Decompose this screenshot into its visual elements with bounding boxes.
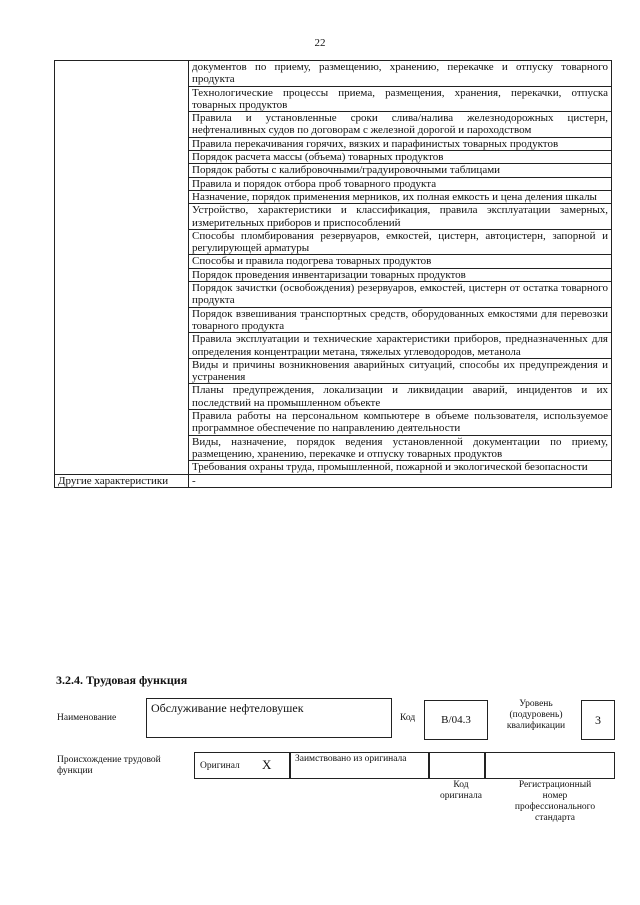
reg-number-caption: Регистрационный номер профессионального стандарта	[514, 780, 596, 823]
borrowed-cell	[289, 752, 430, 779]
borrowed-label: Заимствовано из оригинала	[295, 754, 407, 764]
knowledge-item: Правила и порядок отбора проб товарного продукта	[189, 177, 612, 190]
knowledge-item: Назначение, порядок применения мерников, их полная емкость и цена деления шкалы	[189, 190, 612, 203]
original-label: Оригинал	[200, 761, 240, 771]
origin-label: Происхождение трудовой функции	[57, 755, 161, 776]
other-characteristics-row	[55, 474, 612, 487]
knowledge-item: Способы и правила подогрева товарных продуктов	[189, 255, 612, 268]
left-empty-cell	[55, 61, 189, 475]
knowledge-item: Порядок работы с калибровочными/градуировочными таблицами	[189, 164, 612, 177]
knowledge-item: Порядок проведения инвентаризации товарных продуктов	[189, 268, 612, 281]
knowledge-item: Виды, назначение, порядок ведения установленной документации по приему, размещению, хранению, перекачке и отпуску товарных продуктов	[189, 435, 612, 461]
table-row	[55, 61, 612, 87]
knowledge-table	[54, 60, 612, 488]
code-value: B/04.3	[424, 700, 488, 740]
knowledge-item: Устройство, характеристики и классификация, правила эксплуатации замерных, измерительных приборов и приспособлений	[189, 204, 612, 230]
name-label: Наименование	[57, 713, 117, 723]
level-label: Уровень (подуровень) квалификации	[506, 699, 566, 731]
code-original-caption: Код оригинала	[440, 780, 482, 801]
knowledge-item: Правила перекачивания горячих, вязких и парафинистых товарных продуктов	[189, 137, 612, 150]
knowledge-item: Порядок взвешивания транспортных средств, оборудованных емкостями для перевозки товарного продукта	[189, 307, 612, 333]
page-number: 22	[314, 37, 326, 49]
other-value: -	[189, 474, 612, 487]
knowledge-item: Правила работы на персональном компьютере в объеме пользователя, используемое программное обеспечение по направлению деятельности	[189, 410, 612, 436]
knowledge-item: Правила эксплуатации и технические характеристики приборов, предназначенных для определения концентрации метана, тяжелых углеводородов, метанола	[189, 333, 612, 359]
code-original-box	[428, 752, 486, 779]
reg-number-box	[484, 752, 615, 779]
knowledge-item: Требования охраны труда, промышленной, пожарной и экологической безопасности	[189, 461, 612, 474]
code-label: Код	[400, 713, 416, 723]
original-mark: X	[262, 757, 272, 772]
knowledge-item: Виды и причины возникновения аварийных ситуаций, способы их предупреждения и устранения	[189, 358, 612, 384]
knowledge-item: Технологические процессы приема, размещения, хранения, перекачки, отпуска товарных продуктов	[189, 86, 612, 112]
knowledge-item: Порядок зачистки (освобождения) резервуаров, емкостей, цистерн от остатка товарного продукта	[189, 282, 612, 308]
knowledge-item: Правила и установленные сроки слива/налива железнодорожных цистерн, нефтеналивных судов по договорам с железной дорогой и пароходством	[189, 112, 612, 138]
knowledge-item: Планы предупреждения, локализации и ликвидации аварий, инцидентов и их последствий на промышленном объекте	[189, 384, 612, 410]
knowledge-item: Способы пломбирования резервуаров, емкостей, цистерн, автоцистерн, запорной и регулирующей арматуры	[189, 229, 612, 255]
other-label: Другие характеристики	[55, 474, 189, 487]
knowledge-item: Порядок расчета массы (объема) товарных продуктов	[189, 151, 612, 164]
level-value: 3	[581, 700, 615, 740]
knowledge-item: документов по приему, размещению, хранению, перекачке и отпуску товарного продукта	[189, 61, 612, 87]
section-title: 3.2.4. Трудовая функция	[56, 673, 188, 687]
original-cell	[194, 752, 291, 779]
name-value: Обслуживание нефтеловушек	[146, 698, 392, 738]
